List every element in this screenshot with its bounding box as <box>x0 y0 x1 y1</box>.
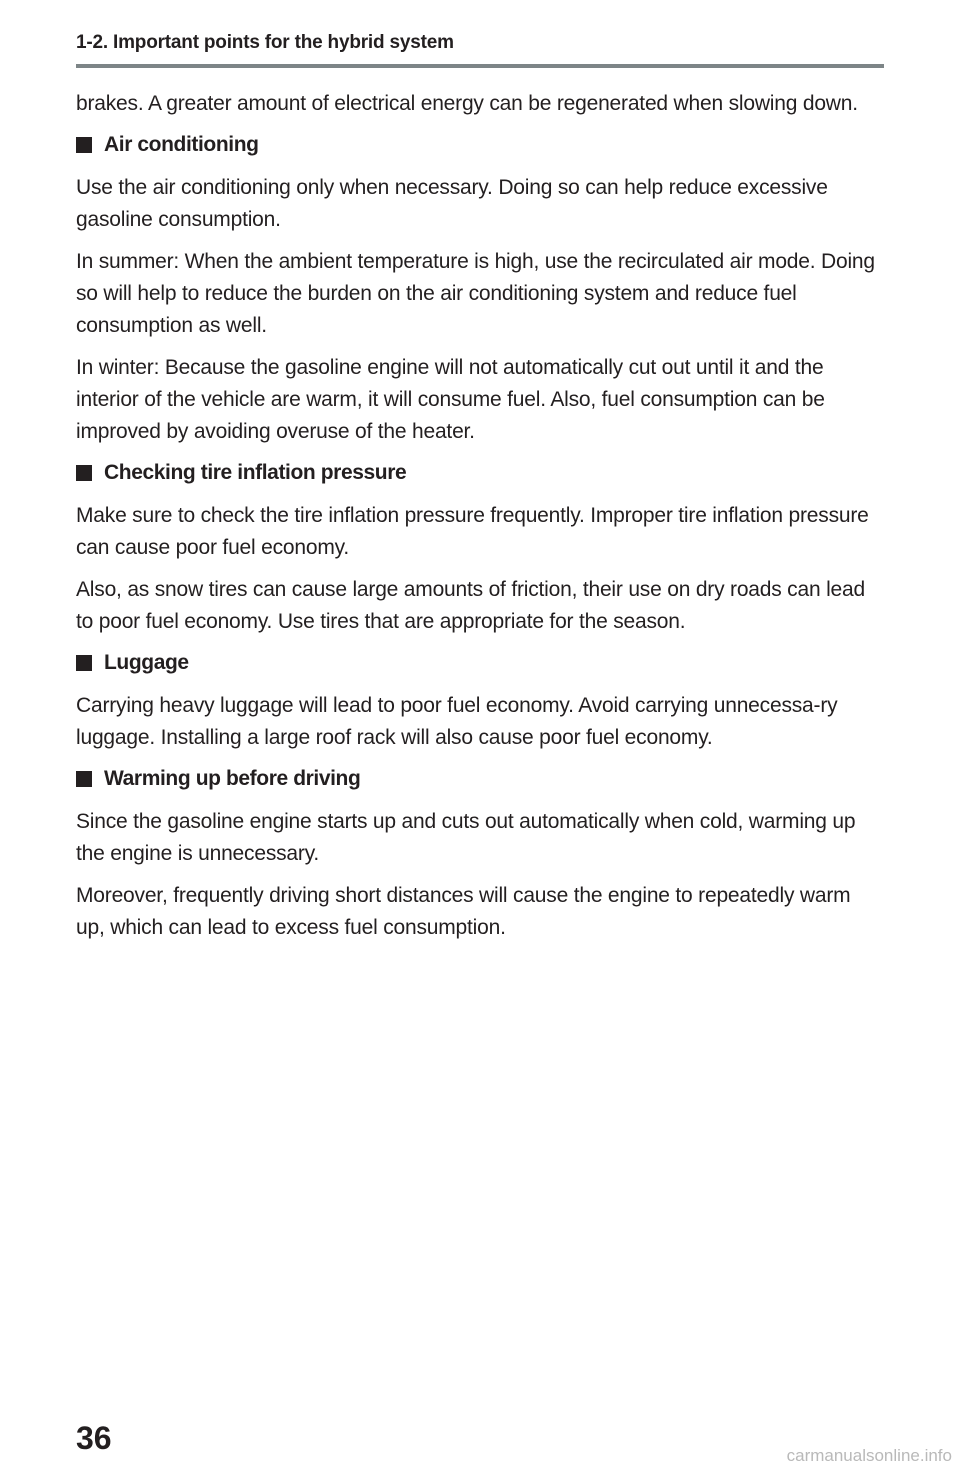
paragraph: Make sure to check the tire inflation pressure frequently. Improper tire inflation pressure can cause poor fuel economy. <box>76 504 869 559</box>
square-bullet-icon <box>76 137 92 153</box>
paragraph: Since the gasoline engine starts up and cuts out automatically when cold, warming up the engine is unnecessary. <box>76 810 856 865</box>
paragraph: In winter: Because the gasoline engine will not automatically cut out until it and the interior of the vehicle are warm, it will consume fuel. Also, fuel consumption can be improved by avoiding overuse of the heater. <box>76 356 825 443</box>
square-bullet-icon <box>76 771 92 787</box>
section-heading <box>76 130 884 160</box>
paragraph: Moreover, frequently driving short distances will cause the engine to repeatedly warm up, which can lead to excess fuel consumption. <box>76 884 851 939</box>
section-heading-text: Warming up before driving <box>104 767 361 790</box>
section-heading <box>76 648 884 678</box>
intro-paragraph: brakes. A greater amount of electrical energy can be regenerated when slowing down. <box>76 92 858 115</box>
page-content <box>76 88 884 954</box>
section-heading <box>76 458 884 488</box>
section-heading <box>76 764 884 794</box>
paragraph: In summer: When the ambient temperature is high, use the recirculated air mode. Doing so will help to reduce the burden on the air conditioning system and reduce fuel consumption as well. <box>76 250 875 337</box>
section-heading-text: Checking tire inflation pressure <box>104 461 407 484</box>
paragraph: Also, as snow tires can cause large amounts of friction, their use on dry roads can lead to poor fuel economy. Use tires that are appropriate for the season. <box>76 578 865 633</box>
paragraph: Carrying heavy luggage will lead to poor fuel economy. Avoid carrying unnecessa-ry luggage. Installing a large roof rack will also cause poor fuel economy. <box>76 694 838 749</box>
square-bullet-icon <box>76 465 92 481</box>
paragraph: Use the air conditioning only when necessary. Doing so can help reduce excessive gasoline consumption. <box>76 176 828 231</box>
watermark-text: carmanualsonline.info <box>786 1446 952 1465</box>
square-bullet-icon <box>76 655 92 671</box>
section-title: 1-2. Important points for the hybrid system <box>76 32 454 53</box>
section-heading-text: Luggage <box>104 651 189 674</box>
section-heading-text: Air conditioning <box>104 133 259 156</box>
page-number: 36 <box>76 1420 112 1456</box>
page-header <box>76 30 884 68</box>
